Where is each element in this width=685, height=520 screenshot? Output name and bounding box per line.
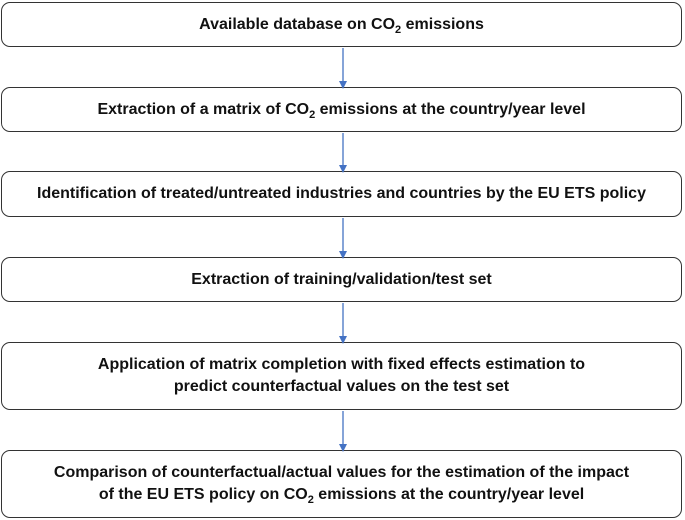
step-1-line-1: Available database on $CO_2$ emissions: [199, 15, 484, 36]
step-4-line-1: Extraction of training/validation/test set: [191, 270, 492, 288]
step-5-line-1: Application of matrix completion with fixed effects estimation to: [97, 356, 586, 373]
step-2-line-1: Extraction of a matrix of $CO_2$ emissions at the country/year level: [97, 100, 586, 121]
step-6-line-2: of the EU ETS policy on $CO_2$ emissions at the country/year level: [98, 486, 585, 506]
step-6-line-1: Comparison of counterfactual/actual values for the estimation of the impact: [53, 464, 630, 481]
step-3-line-1: Identification of treated/untreated industries and countries by the EU ETS policy: [37, 185, 646, 202]
step-5-line-2: predict counterfactual values on the test set: [173, 378, 510, 395]
